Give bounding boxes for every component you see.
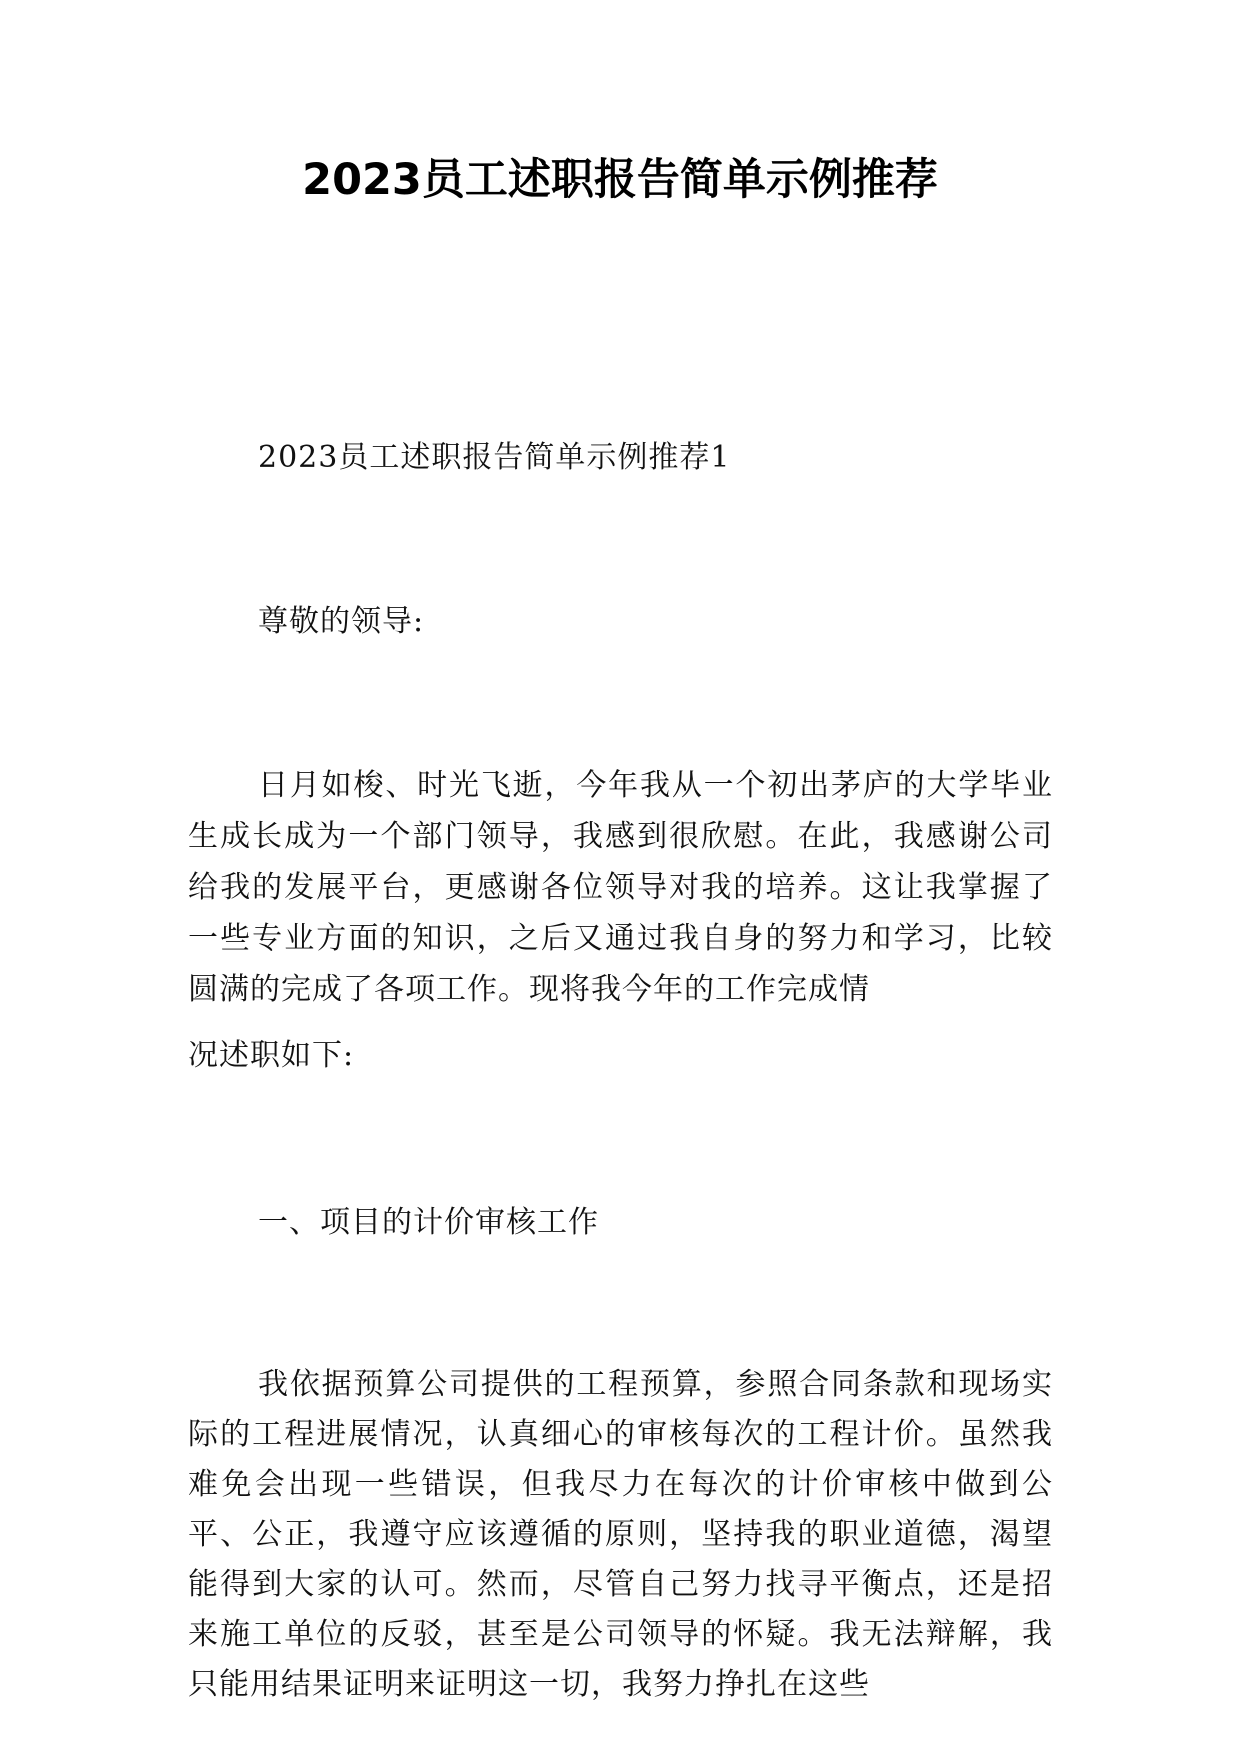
- salutation: 尊敬的领导:: [258, 604, 425, 639]
- section-paragraph: 我依据预算公司提供的工程预算，参照合同条款和现场实际的工程进展情况，认真细心的审核每次的工程计价。虽然我难免会出现一些错误，但我尽力在每次的计价审核中做到公平、公正，我遵守应该遵循的原则，坚持我的职业道德，渴望能得到大家的认可。然而，尽管自己努力找寻平衡点，还是招来施工单位的反驳，甚至是公司领导的怀疑。我无法辩解，我只能用结果证明来证明这一切，我努力挣扎在这些: [188, 1367, 1053, 1702]
- document-title: 2023员工述职报告简单示例推荐: [302, 155, 938, 205]
- intro-paragraph: 日月如梭、时光飞逝，今年我从一个初出茅庐的大学毕业生成长成为一个部门领导，我感到很欣慰。在此，我感谢公司给我的发展平台，更感谢各位领导对我的培养。这让我掌握了一些专业方面的知识，之后又通过我自身的努力和学习，比较圆满的完成了各项工作。现将我今年的工作完成情: [188, 768, 1053, 1007]
- intro-paragraph-tail: 况述职如下:: [188, 1038, 355, 1073]
- report-subtitle: 2023员工述职报告简单示例推荐1: [258, 440, 731, 475]
- section-heading: 一、项目的计价审核工作: [258, 1205, 599, 1240]
